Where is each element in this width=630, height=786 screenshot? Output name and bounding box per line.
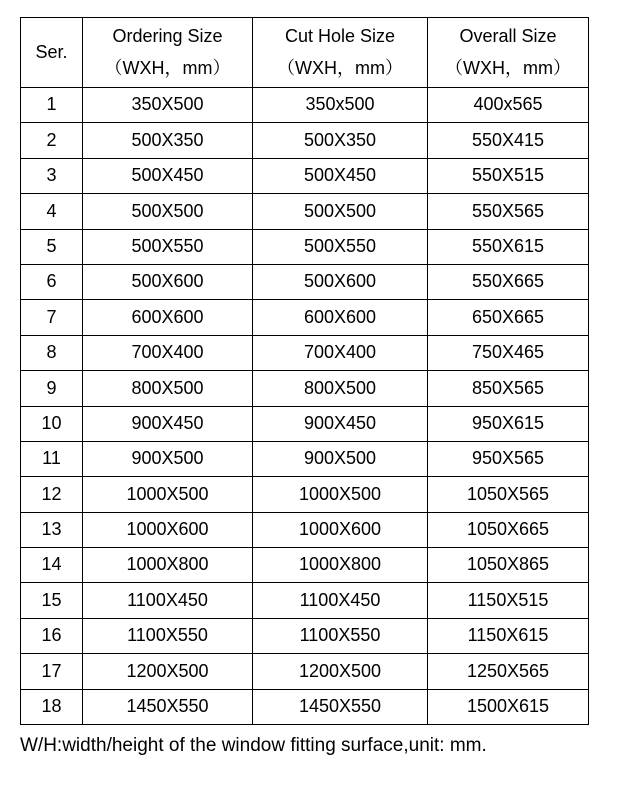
cell-ser: 15 [21, 583, 83, 618]
cell-ser: 9 [21, 371, 83, 406]
cell-ordering-size: 700X400 [83, 335, 253, 370]
footnote: W/H:width/height of the window fitting surface,unit: mm. [20, 735, 487, 756]
cell-overall-size: 1050X865 [428, 548, 589, 583]
cell-overall-size: 1150X515 [428, 583, 589, 618]
cell-overall-size: 550X515 [428, 158, 589, 193]
cell-ordering-size: 1000X500 [83, 477, 253, 512]
cell-cut-hole-size: 800X500 [253, 371, 428, 406]
cell-cut-hole-size: 1000X600 [253, 512, 428, 547]
cell-ser: 11 [21, 441, 83, 476]
cell-cut-hole-size: 350x500 [253, 88, 428, 123]
table-row [21, 88, 589, 123]
cell-overall-size: 950X615 [428, 406, 589, 441]
cell-cut-hole-size: 1450X550 [253, 689, 428, 724]
cell-overall-size: 550X565 [428, 194, 589, 229]
header-overall-size [428, 18, 589, 88]
cell-ordering-size: 900X450 [83, 406, 253, 441]
cell-ser: 3 [21, 158, 83, 193]
cell-ser: 8 [21, 335, 83, 370]
cell-ordering-size: 500X550 [83, 229, 253, 264]
table-row [21, 264, 589, 299]
cell-ordering-size: 800X500 [83, 371, 253, 406]
table-row [21, 618, 589, 653]
cell-cut-hole-size: 500X600 [253, 264, 428, 299]
cell-overall-size: 750X465 [428, 335, 589, 370]
table-row [21, 371, 589, 406]
cell-cut-hole-size: 900X450 [253, 406, 428, 441]
cell-ser: 10 [21, 406, 83, 441]
cell-ordering-size: 500X500 [83, 194, 253, 229]
cell-ordering-size: 500X450 [83, 158, 253, 193]
table-row [21, 194, 589, 229]
cell-cut-hole-size: 500X450 [253, 158, 428, 193]
cell-ser: 13 [21, 512, 83, 547]
header-ordering-label: Ordering Size [112, 26, 223, 46]
cell-ser: 2 [21, 123, 83, 158]
table-row [21, 406, 589, 441]
cell-overall-size: 1500X615 [428, 689, 589, 724]
table-row [21, 123, 589, 158]
cell-overall-size: 1050X665 [428, 512, 589, 547]
cell-ordering-size: 1450X550 [83, 689, 253, 724]
cell-ordering-size: 1100X450 [83, 583, 253, 618]
cell-ser: 5 [21, 229, 83, 264]
cell-ser: 7 [21, 300, 83, 335]
cell-cut-hole-size: 500X500 [253, 194, 428, 229]
cell-ordering-size: 1000X600 [83, 512, 253, 547]
table-row [21, 512, 589, 547]
table-header [21, 18, 589, 88]
cell-cut-hole-size: 1000X500 [253, 477, 428, 512]
cell-cut-hole-size: 1000X800 [253, 548, 428, 583]
size-table-container [20, 17, 588, 725]
table-row [21, 583, 589, 618]
cell-cut-hole-size: 700X400 [253, 335, 428, 370]
header-ordering-size [83, 18, 253, 88]
header-overall-unit: （WXH，mm） [445, 57, 571, 78]
cell-cut-hole-size: 500X550 [253, 229, 428, 264]
header-ser-label: Ser. [35, 41, 68, 62]
cell-overall-size: 550X665 [428, 264, 589, 299]
cell-ser: 12 [21, 477, 83, 512]
cell-overall-size: 850X565 [428, 371, 589, 406]
header-cut-label: Cut Hole Size [284, 26, 396, 46]
cell-ser: 1 [21, 88, 83, 123]
header-row [21, 18, 589, 88]
table-body [21, 88, 589, 725]
table-row [21, 335, 589, 370]
cell-overall-size: 1250X565 [428, 654, 589, 689]
cell-overall-size: 400x565 [428, 88, 589, 123]
cell-ordering-size: 500X350 [83, 123, 253, 158]
cell-overall-size: 1150X615 [428, 618, 589, 653]
cell-ordering-size: 1200X500 [83, 654, 253, 689]
header-ser [21, 18, 83, 88]
cell-cut-hole-size: 1200X500 [253, 654, 428, 689]
table-row [21, 300, 589, 335]
cell-ordering-size: 900X500 [83, 441, 253, 476]
table-row [21, 654, 589, 689]
table-row [21, 441, 589, 476]
cell-ordering-size: 350X500 [83, 88, 253, 123]
table-row [21, 229, 589, 264]
table-row [21, 158, 589, 193]
cell-ser: 4 [21, 194, 83, 229]
cell-ordering-size: 600X600 [83, 300, 253, 335]
cell-ser: 17 [21, 654, 83, 689]
header-cut-unit: （WXH，mm） [277, 57, 403, 78]
cell-cut-hole-size: 600X600 [253, 300, 428, 335]
table-row [21, 548, 589, 583]
size-table [20, 17, 589, 725]
table-row [21, 477, 589, 512]
cell-overall-size: 550X415 [428, 123, 589, 158]
cell-ordering-size: 1000X800 [83, 548, 253, 583]
header-cut-hole-size [253, 18, 428, 88]
table-row [21, 689, 589, 724]
cell-overall-size: 550X615 [428, 229, 589, 264]
cell-ordering-size: 500X600 [83, 264, 253, 299]
cell-cut-hole-size: 900X500 [253, 441, 428, 476]
cell-overall-size: 950X565 [428, 441, 589, 476]
cell-ser: 14 [21, 548, 83, 583]
cell-ser: 6 [21, 264, 83, 299]
header-ordering-unit: （WXH，mm） [104, 57, 231, 78]
cell-ordering-size: 1100X550 [83, 618, 253, 653]
cell-overall-size: 1050X565 [428, 477, 589, 512]
cell-cut-hole-size: 1100X550 [253, 618, 428, 653]
cell-overall-size: 650X665 [428, 300, 589, 335]
cell-cut-hole-size: 500X350 [253, 123, 428, 158]
header-overall-label: Overall Size [459, 26, 557, 46]
cell-cut-hole-size: 1100X450 [253, 583, 428, 618]
cell-ser: 18 [21, 689, 83, 724]
cell-ser: 16 [21, 618, 83, 653]
